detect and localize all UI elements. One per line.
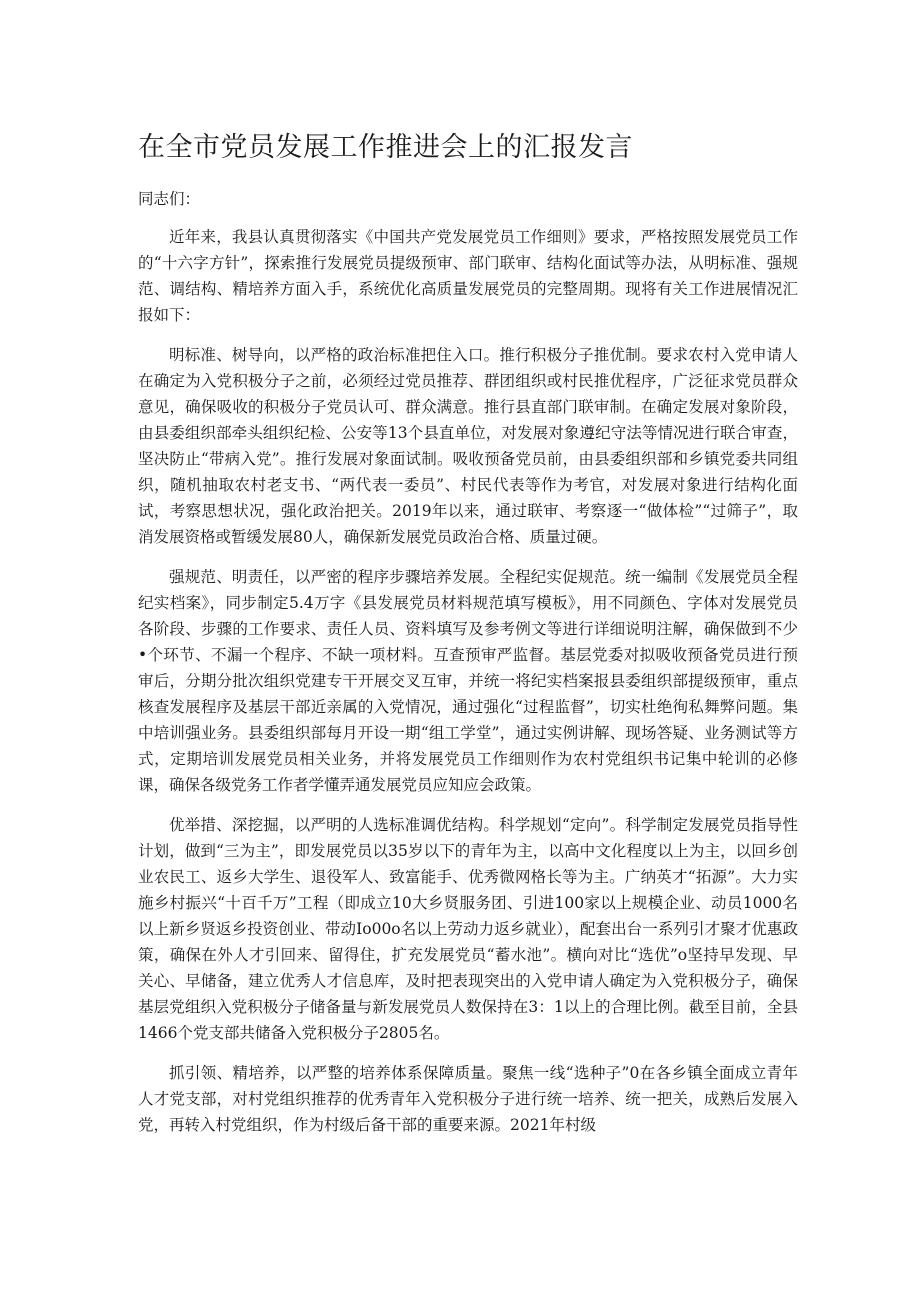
paragraph-structure: 优举措、深挖掘，以严明的人选标准调优结构。科学规划“定向”。科学制定发展党员指导性计划，做到“三为主”，即发展党员以35岁以下的青年为主，以高中文化程度以上为主，以回乡创业农民工、返乡大学生、退役军人、致富能手、优秀微网格长等为主。广纳英才“拓源”。大力实施乡村振兴“十百千万”工程（即成立10大乡贤服务团、引进100家以上规模企业、动员1000名以上新乡贤返乡投资创业、带动Io00o名以上劳动力返乡就业），配套出台一系列引才聚才优惠政策，确保在外人才引回来、留得住，扩充发展党员“蓄水池”。横向对比“选优”o坚持早发现、早关心、早储备，建立优秀人才信息库，及时把表现突出的入党申请人确定为入党积极分子，确保基层党组织入党积极分子储备量与新发展党员人数保持在3：1以上的合理比例。截至目前，全县1466个党支部共储备入党积极分子2805名。 [138, 816, 798, 1042]
paragraph-intro: 近年来，我县认真贯彻落实《中国共产党发展党员工作细则》要求，严格按照发展党员工作的“十六字方针”，探索推行发展党员提级预审、部门联审、结构化面试等办法，从明标准、强规范、调结构、精培养方面入手，系统优化高质量发展党员的完整周期。现将有关工作进展情况汇报如下： [138, 228, 798, 324]
greeting: 同志们： [138, 190, 201, 208]
paragraph-procedures: 强规范、明责任，以严密的程序步骤培养发展。全程纪实促规范。统一编制《发展党员全程纪实档案》，同步制定5.4万字《县发展党员材料规范填写模板》，用不同颜色、字体对发展党员各阶段、步骤的工作要求、责任人员、资料填写及参考例文等进行详细说明注解，确保做到不少•个环节、不漏一个程序、不缺一项材料。互查预审严监督。基层党委对拟吸收预备党员进行预审后，分期分批次组织党建专干开展交叉互审，并统一将纪实档案报县委组织部提级预审，重点核查发展程序及基层干部近亲属的入党情况，通过强化“过程监督”，切实杜绝徇私舞弊问题。集中培训强业务。县委组织部每月开设一期“组工学堂”，通过实例讲解、现场答疑、业务测试等方式，定期培训发展党员相关业务，并将发展党员工作细则作为农村党组织书记集中轮训的必修课，确保各级党务工作者学懂弄通发展党员应知应会政策。 [138, 568, 798, 794]
paragraph-cultivation: 抓引领、精培养，以严整的培养体系保障质量。聚焦一线“选种子”0在各乡镇全面成立青年人才党支部，对村党组织推荐的优秀青年入党积极分子进行统一培养、统一把关，成熟后发展入党，再转入村党组织，作为村级后备干部的重要来源。2021年村级 [138, 1064, 798, 1134]
paragraph-standards: 明标准、树导向，以严格的政治标准把住入口。推行积极分子推优制。要求农村入党申请人在确定为入党积极分子之前，必须经过党员推荐、群团组织或村民推优程序，广泛征求党员群众意见，确保吸收的积极分子党员认可、群众满意。推行县直部门联审制。在确定发展对象阶段，由县委组织部牵头组织纪检、公安等13个县直单位，对发展对象遵纪守法等情况进行联合审查，坚决防止“带病入党”。推行发展对象面试制。吸收预备党员前，由县委组织部和乡镇党委共同组织，随机抽取农村老支书、“两代表一委员”、村民代表等作为考官，对发展对象进行结构化面试，考察思想状况，强化政治把关。2019年以来，通过联审、考察逐一“做体检”“过筛子”，取消发展资格或暂缓发展80人，确保新发展党员政治合格、质量过硬。 [138, 346, 798, 546]
document-page [138, 130, 798, 1152]
document-title: 在全市党员发展工作推进会上的汇报发言 [138, 132, 633, 163]
